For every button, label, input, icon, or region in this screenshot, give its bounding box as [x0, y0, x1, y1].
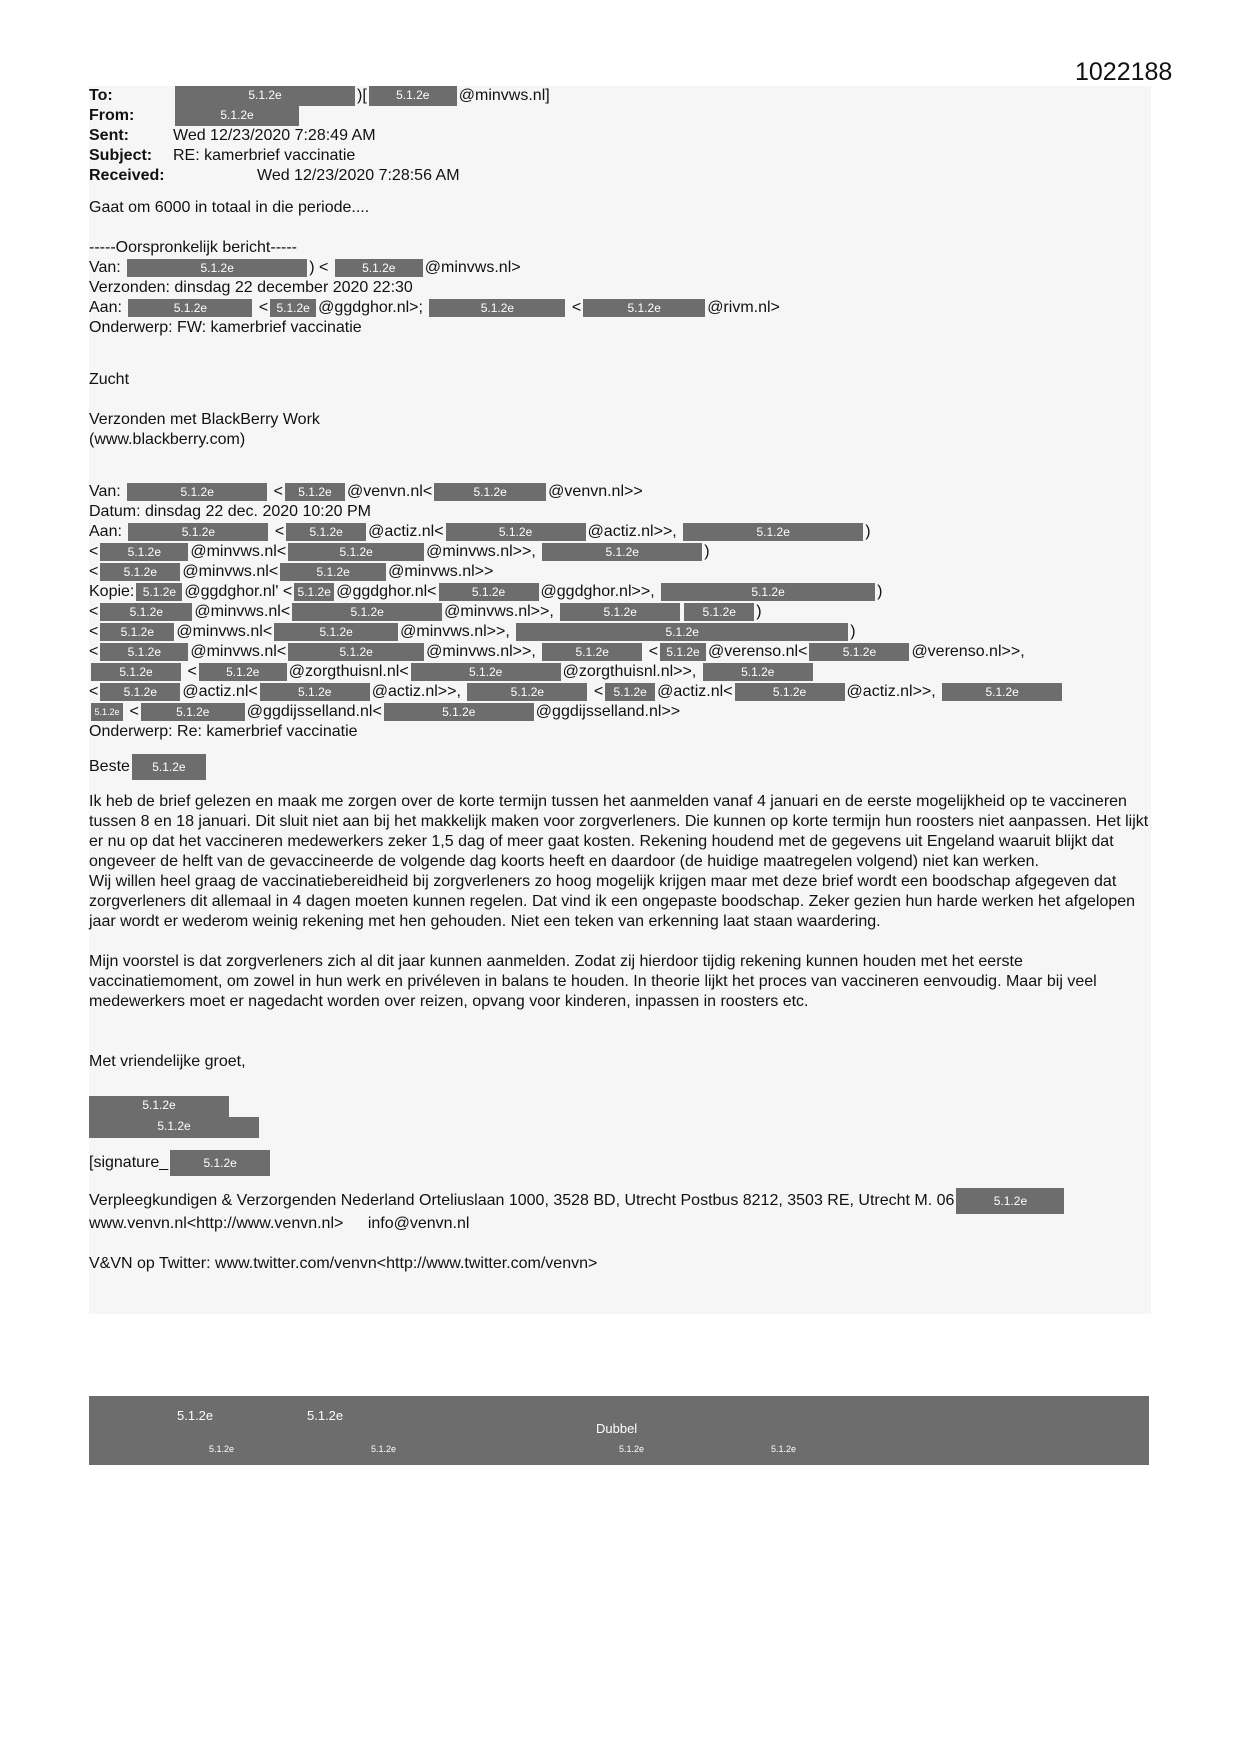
redaction: 5.1.2e	[371, 1444, 397, 1454]
fw2-aan-line1: Aan: 5.1.2e < 5.1.2e @actiz.nl< 5.1.2e @actiz.nl>>, 5.1.2e )	[89, 523, 871, 540]
redaction: 5.1.2e	[369, 86, 457, 106]
fw2-kopie-line5: 5.1.2e < 5.1.2e @zorgthuisnl.nl< 5.1.2e @zorgthuisnl.nl>>, 5.1.2e	[89, 662, 1151, 682]
redaction: 5.1.2e	[439, 583, 539, 601]
received-label: Received:	[89, 167, 165, 184]
fw2-twitter: V&VN op Twitter: www.twitter.com/venvn<http://www.twitter.com/venvn>	[89, 1255, 598, 1272]
from-label: From:	[89, 107, 135, 124]
redaction: 5.1.2e	[100, 563, 180, 581]
fw2-aan-line2: < 5.1.2e @minvws.nl< 5.1.2e @minvws.nl>>, 5.1.2e )	[89, 543, 710, 560]
received-row	[89, 166, 1151, 186]
fw2-kopie-line3: < 5.1.2e @minvws.nl< 5.1.2e @minvws.nl>>, 5.1.2e )	[89, 623, 856, 640]
redaction: 5.1.2e	[100, 543, 188, 561]
fw2-kopie-line6: < 5.1.2e @actiz.nl< 5.1.2e @actiz.nl>>, 5.1.2e < 5.1.2e @actiz.nl< 5.1.2e @actiz.nl>>, 5.1.2e	[89, 682, 1151, 702]
fw1-sig-line2: (www.blackberry.com)	[89, 431, 246, 448]
redaction: 5.1.2e	[619, 1444, 645, 1454]
fw2-greeting: Beste 5.1.2e	[89, 754, 1151, 780]
fw1-van: Van: 5.1.2e ) < 5.1.2e @minvws.nl>	[89, 259, 521, 276]
sent-row	[89, 126, 1151, 146]
redaction: 5.1.2e	[661, 583, 875, 601]
redaction: 5.1.2e	[434, 483, 546, 501]
fw2-paragraph-3: Mijn voorstel is dat zorgverleners zich al dit jaar kunnen aanmelden. Zodat zij hierdoor tijdig rekening kunnen houden met het eerste vaccinatiemoment, om zowel in hun werk en privéleven in balans te houden. In theorie lijkt het proces van vaccineren eenvoudig. Maar bij veel medewerkers moet er nagedacht worden over reizen, opvang voor kinderen, inpassen in roosters etc.	[89, 953, 1097, 1010]
redaction: 5.1.2e	[384, 703, 534, 721]
redaction: 5.1.2e	[286, 523, 366, 541]
fw1-onderwerp: Onderwerp: FW: kamerbrief vaccinatie	[89, 319, 362, 336]
to-address: @minvws.nl]	[458, 87, 550, 104]
fw2-kopie-line1: Kopie: 5.1.2e @ggdghor.nl' < 5.1.2e @ggdghor.nl< 5.1.2e @ggdghor.nl>>, 5.1.2e )	[89, 583, 883, 600]
fw1-sig-line1: Verzonden met BlackBerry Work	[89, 411, 320, 428]
redaction: 5.1.2e	[141, 703, 245, 721]
redaction: 5.1.2e	[583, 299, 705, 317]
fw1-body: Zucht	[89, 371, 130, 388]
fw1-aan: Aan: 5.1.2e < 5.1.2e @ggdghor.nl>; 5.1.2e < 5.1.2e @rivm.nl>	[89, 299, 780, 316]
redaction: 5.1.2e	[199, 663, 287, 681]
redaction: 5.1.2e	[100, 683, 180, 701]
redaction: 5.1.2e	[307, 1408, 344, 1423]
redacted-footer-bar	[89, 1396, 1149, 1465]
redaction: 5.1.2e	[260, 683, 370, 701]
redaction: 5.1.2e	[429, 299, 565, 317]
from-row	[89, 106, 1151, 126]
fw2-signature: [signature_ 5.1.2e	[89, 1150, 1151, 1176]
fw2-closing: Met vriendelijke groet,	[89, 1053, 246, 1070]
redaction: 5.1.2e	[280, 563, 386, 581]
redaction: 5.1.2e	[177, 1408, 214, 1423]
redaction: 5.1.2e	[703, 663, 813, 681]
redaction: 5.1.2e	[170, 1150, 270, 1176]
redaction: 5.1.2e	[270, 299, 316, 317]
redaction: 5.1.2e	[411, 663, 561, 681]
sent-value: Wed 12/23/2020 7:28:49 AM	[173, 127, 376, 144]
fw2-web: www.venvn.nl<http://www.venvn.nl> info@venvn.nl	[89, 1215, 470, 1232]
redaction: 5.1.2e	[175, 86, 355, 106]
redaction: 5.1.2e	[100, 623, 174, 641]
to-sep: )[	[357, 87, 367, 104]
subject-value: RE: kamerbrief vaccinatie	[173, 147, 356, 164]
redaction: 5.1.2e	[127, 483, 267, 501]
fw2-paragraph-1: Ik heb de brief gelezen en maak me zorgen over de korte termijn tussen het aanmelden vanaf 4 januari en de eerste mogelijkheid op te vaccineren tussen 8 en 18 januari. Dit sluit niet aan bij het makkelijk maken voor zorgverleners. Die kunnen op korte termijn hun roosters niet aanpassen. Het lijkt er nu op dat het vaccineren medewerkers zeker 1,5 dag of meer gaat kosten. Rekening houdend met de gegevens uit Engeland waaruit blijkt dat ongeveer de helft van de gevaccineerde de volgende dag koorts heeft en daardoor (de huidige maatregelen volgend) niet kan werken.	[89, 793, 1149, 870]
redaction: 5.1.2e	[89, 1117, 259, 1138]
document-id: 1022188	[1075, 58, 1173, 86]
fw1-verzonden: Verzonden: dinsdag 22 december 2020 22:30	[89, 279, 413, 296]
redaction: 5.1.2e	[288, 643, 424, 661]
redaction: 5.1.2e	[288, 543, 424, 561]
redaction: 5.1.2e	[175, 106, 299, 126]
redaction: 5.1.2e	[809, 643, 909, 661]
redaction: 5.1.2e	[274, 623, 398, 641]
redaction: 5.1.2e	[605, 683, 655, 701]
redaction: 5.1.2e	[684, 603, 754, 621]
redaction: 5.1.2e	[89, 1096, 229, 1117]
redaction: 5.1.2e	[516, 623, 848, 641]
redaction: 5.1.2e	[91, 663, 181, 681]
reply-text: Gaat om 6000 in totaal in die periode....	[89, 199, 370, 216]
redaction: 5.1.2e	[660, 643, 706, 661]
redaction: 5.1.2e	[91, 703, 123, 721]
redaction: 5.1.2e	[128, 523, 268, 541]
redaction: 5.1.2e	[942, 683, 1062, 701]
redaction: 5.1.2e	[100, 603, 192, 621]
redaction: 5.1.2e	[446, 523, 586, 541]
footer-label: Dubbel	[596, 1421, 638, 1436]
redaction: 5.1.2e	[128, 299, 252, 317]
fw2-org: Verpleegkundigen & Verzorgenden Nederland Orteliuslaan 1000, 3528 BD, Utrecht Postbus 8212, 3503 RE, Utrecht M. 06 5.1.2e	[89, 1188, 1151, 1214]
redaction: 5.1.2e	[285, 483, 345, 501]
redaction: 5.1.2e	[956, 1188, 1064, 1214]
fw2-kopie-line2: < 5.1.2e @minvws.nl< 5.1.2e @minvws.nl>>, 5.1.2e 5.1.2e )	[89, 603, 762, 620]
to-label: To:	[89, 87, 113, 104]
fw2-onderwerp: Onderwerp: Re: kamerbrief vaccinatie	[89, 723, 358, 740]
redaction: 5.1.2e	[542, 643, 642, 661]
redaction: 5.1.2e	[292, 603, 442, 621]
redaction: 5.1.2e	[136, 583, 182, 601]
redaction: 5.1.2e	[127, 259, 307, 277]
fw2-datum: Datum: dinsdag 22 dec. 2020 10:20 PM	[89, 503, 371, 520]
redaction: 5.1.2e	[683, 523, 863, 541]
to-row	[89, 86, 1151, 106]
sent-label: Sent:	[89, 127, 129, 144]
fw2-paragraph-2: Wij willen heel graag de vaccinatiebereidheid bij zorgverleners zo hoog mogelijk krijgen maar met deze brief wordt een boodschap afgegeven dat zorgverleners dit allemaal in 4 dagen moeten kunnen regelen. Dat vind ik een ongepaste boodschap. Zeker gezien hun harde werken het afgelopen jaar wordt er wederom weinig rekening met hen gehouden. Niet een teken van erkenning laat staan waardering.	[89, 873, 1136, 930]
fw2-kopie-line4: < 5.1.2e @minvws.nl< 5.1.2e @minvws.nl>>, 5.1.2e < 5.1.2e @verenso.nl< 5.1.2e @verenso.nl>>,	[89, 643, 1025, 660]
fw2-kopie-line7: 5.1.2e < 5.1.2e @ggdijsselland.nl< 5.1.2e @ggdijsselland.nl>>	[89, 702, 1151, 722]
original-message-separator: -----Oorspronkelijk bericht-----	[89, 239, 298, 256]
subject-label: Subject:	[89, 147, 153, 164]
redaction: 5.1.2e	[132, 754, 206, 780]
redaction: 5.1.2e	[771, 1444, 797, 1454]
redaction: 5.1.2e	[209, 1444, 235, 1454]
redaction: 5.1.2e	[294, 583, 334, 601]
signature-block	[89, 1096, 1151, 1138]
redaction: 5.1.2e	[560, 603, 680, 621]
fw2-van: Van: 5.1.2e < 5.1.2e @venvn.nl< 5.1.2e @venvn.nl>>	[89, 483, 643, 500]
redaction: 5.1.2e	[542, 543, 702, 561]
email-page	[89, 86, 1151, 1314]
received-value: Wed 12/23/2020 7:28:56 AM	[257, 167, 460, 184]
fw2-aan-line3: < 5.1.2e @minvws.nl< 5.1.2e @minvws.nl>>	[89, 563, 494, 580]
redaction: 5.1.2e	[467, 683, 587, 701]
redaction: 5.1.2e	[335, 259, 423, 277]
subject-row	[89, 146, 1151, 166]
redaction: 5.1.2e	[100, 643, 188, 661]
redaction: 5.1.2e	[735, 683, 845, 701]
